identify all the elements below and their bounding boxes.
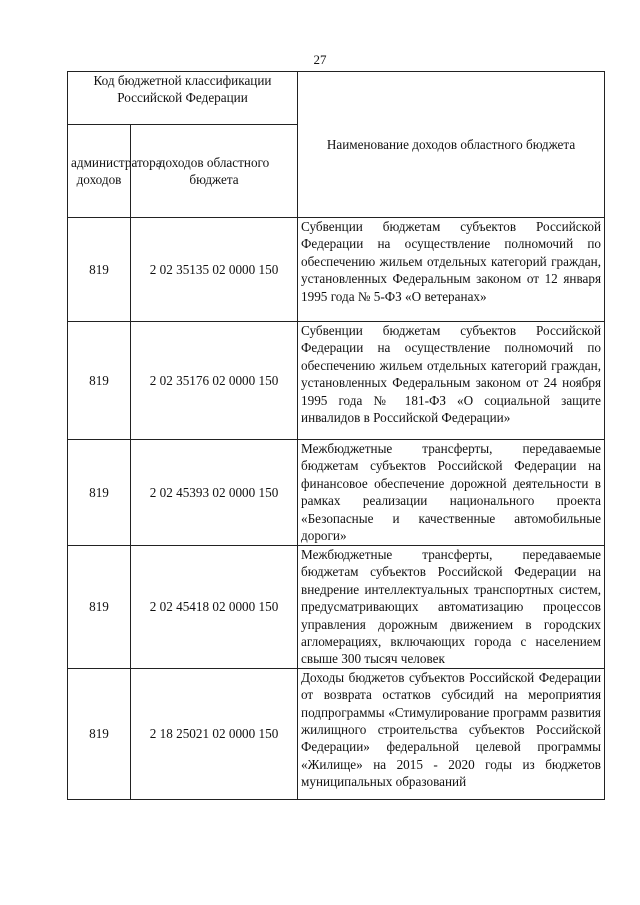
header-admin-column: администратора доходов <box>68 125 131 218</box>
table-row <box>68 546 605 669</box>
income-name-cell: Межбюджетные трансферты, передаваемые бюджетам субъектов Российской Федерации на внедрение интеллектуальных транспортных систем, предусматривающих автоматизацию процессов управления дорожным движением в городских агломерациях, включающих города с населением свыше 300 тысяч человек <box>298 546 605 669</box>
admin-code-cell: 819 <box>68 322 131 440</box>
header-income-name: Наименование доходов областного бюджета <box>298 72 605 218</box>
table-row <box>68 440 605 546</box>
income-name-cell: Субвенции бюджетам субъектов Российской Федерации на осуществление полномочий по обеспечению жильем отдельных категорий граждан, установленных Федеральным законом от 12 января 1995 года № 5-ФЗ «О ветеранах» <box>298 218 605 322</box>
admin-code-cell: 819 <box>68 440 131 546</box>
admin-code-cell: 819 <box>68 546 131 669</box>
table-row <box>68 218 605 322</box>
table-header-row <box>68 72 605 125</box>
income-name-cell: Доходы бюджетов субъектов Российской Федерации от возврата остатков субсидий на мероприятия подпрограммы «Стимулирование программ развития жилищного строительства субъектов Российской Федерации» федеральной целевой программы «Жилище» на 2015 - 2020 годы из бюджетов муниципальных образований <box>298 668 605 799</box>
income-code-cell: 2 02 45393 02 0000 150 <box>131 440 298 546</box>
income-name-cell: Межбюджетные трансферты, передаваемые бюджетам субъектов Российской Федерации на финансовое обеспечение дорожной деятельности в рамках реализации национального проекта «Безопасные и качественные автомобильные дороги» <box>298 440 605 546</box>
page-number: 27 <box>313 52 327 67</box>
header-code-group: Код бюджетной классификации Российской Федерации <box>68 72 298 125</box>
income-code-cell: 2 02 45418 02 0000 150 <box>131 546 298 669</box>
budget-income-table <box>67 71 605 800</box>
admin-code-cell: 819 <box>68 218 131 322</box>
income-code-cell: 2 18 25021 02 0000 150 <box>131 668 298 799</box>
income-name-cell: Субвенции бюджетам субъектов Российской Федерации на осуществление полномочий по обеспечению жильем отдельных категорий граждан, установленных Федеральным законом от 24 ноября 1995 года № 181-ФЗ «О социальной защите инвалидов в Российской Федерации» <box>298 322 605 440</box>
income-code-cell: 2 02 35135 02 0000 150 <box>131 218 298 322</box>
admin-code-cell: 819 <box>68 668 131 799</box>
header-income-column: доходов областного бюджета <box>131 125 298 218</box>
income-code-cell: 2 02 35176 02 0000 150 <box>131 322 298 440</box>
table-row <box>68 668 605 799</box>
table-row <box>68 322 605 440</box>
